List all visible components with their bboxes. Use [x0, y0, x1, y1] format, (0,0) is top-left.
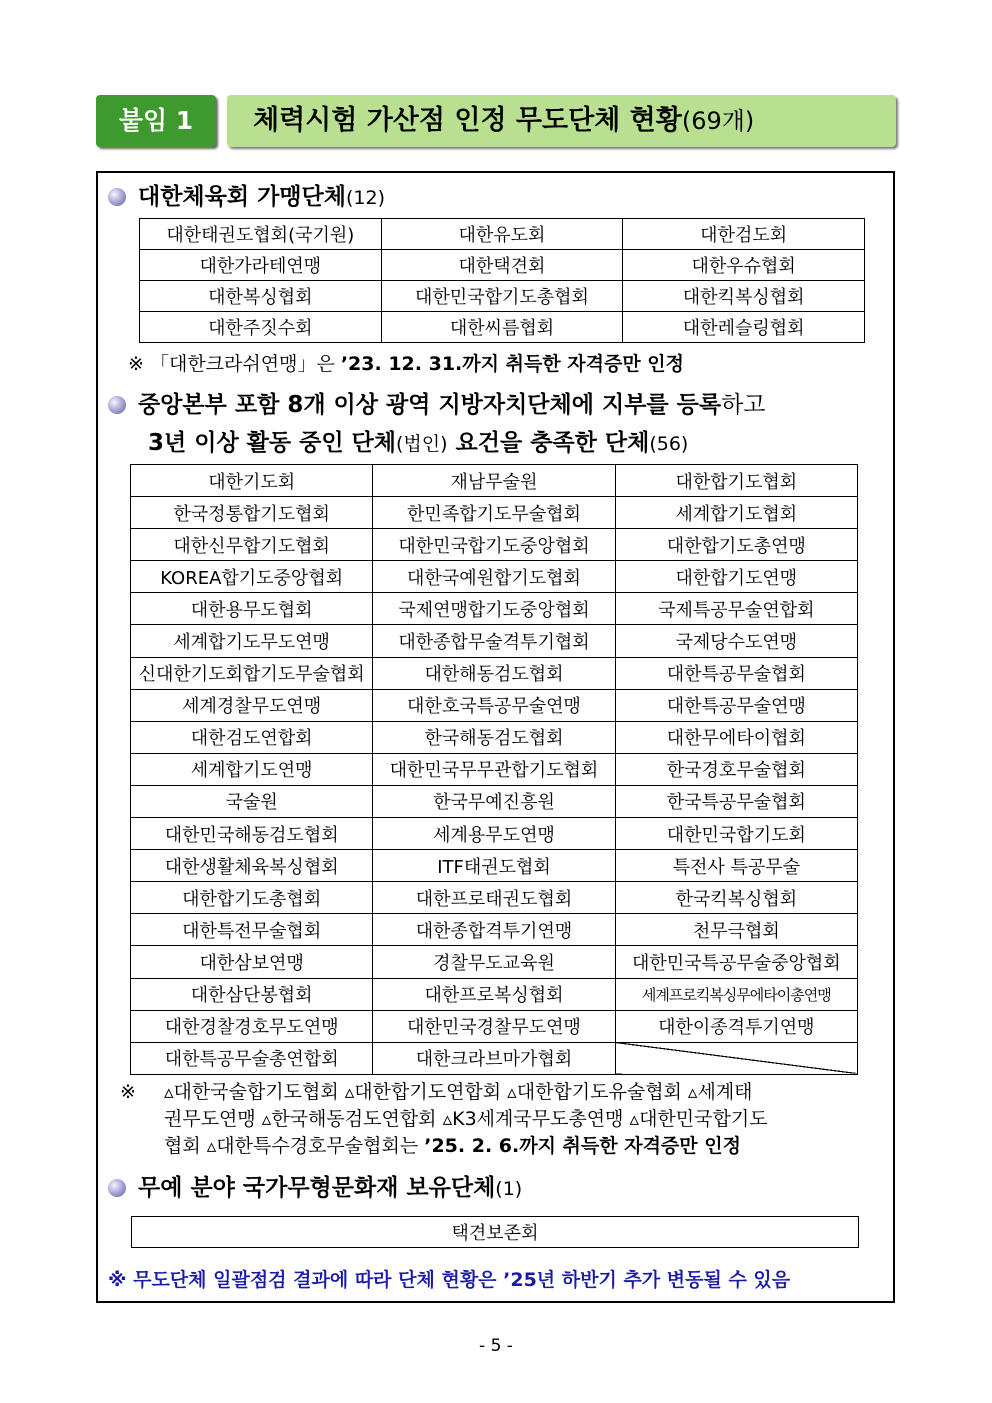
table-cell [615, 1042, 857, 1074]
table-cell: 대한복싱협회 [140, 281, 382, 312]
table-cell: 세계용무도연맹 [373, 818, 615, 850]
table-cell: 대한삼단봉협회 [131, 978, 373, 1010]
table-row [131, 978, 858, 1010]
table-cell: 택견보존회 [132, 1217, 859, 1248]
table-cell: 대한종합격투기연맹 [373, 914, 615, 946]
final-note: ※ 무도단체 일괄점검 결과에 따라 단체 현황은 ’25년 하반기 추가 변동될 수 있음 [108, 1269, 791, 1291]
table-cell: 대한경찰경호무도연맹 [131, 1010, 373, 1042]
table-cell: 경찰무도교육원 [373, 946, 615, 978]
table-cell: 한민족합기도무술협회 [373, 497, 615, 529]
table-cell: 대한합기도총연맹 [615, 529, 857, 561]
bullet-icon [108, 396, 126, 414]
table-cell: 세계합기도협회 [615, 497, 857, 529]
table-cell: 신대한기도회합기도무술협회 [131, 657, 373, 689]
table-cell: 세계프로킥복싱무에타이총연맹 [615, 978, 857, 1010]
table-row [140, 281, 865, 312]
section2-title-bold: 중앙본부 포함 8개 이상 광역 지방자치단체에 지부를 등록 [138, 392, 722, 418]
table-row [131, 657, 858, 689]
table-cell: 한국해동검도협회 [373, 721, 615, 753]
table-cell: 대한신무합기도협회 [131, 529, 373, 561]
table-cell: 한국경호무술협회 [615, 753, 857, 785]
page-number: - 5 - [479, 1336, 513, 1356]
section2-note-line3 [164, 1133, 890, 1160]
table-cell: 대한합기도협회 [615, 465, 857, 497]
table-cell: 대한합기도총협회 [131, 882, 373, 914]
note-mark: ※ [120, 1081, 136, 1103]
table-cell: 대한우슈협회 [623, 250, 865, 281]
section2-heading-line2 [148, 428, 688, 459]
table-cell: 대한킥복싱협회 [623, 281, 865, 312]
table-row [131, 465, 858, 497]
title-text: 체력시험 가산점 인정 무도단체 현황 [253, 105, 682, 136]
section2-title-tail: 하고 [721, 392, 766, 418]
table-cell: 대한크라브마가협회 [373, 1042, 615, 1074]
table-cell: 대한가라테연맹 [140, 250, 382, 281]
section1-heading [108, 182, 385, 213]
table-row [131, 882, 858, 914]
table-cell: 대한주짓수회 [140, 312, 382, 343]
table-row [131, 497, 858, 529]
table-cell: 대한특공무술협회 [615, 657, 857, 689]
table-row [131, 785, 858, 817]
section3-title: 무예 분야 국가무형문화재 보유단체 [138, 1175, 496, 1201]
document-title [227, 95, 896, 147]
table-cell: 대한유도회 [381, 219, 623, 250]
table-row [131, 529, 858, 561]
table-cell: 국술원 [131, 785, 373, 817]
table-cell: 재남무술원 [373, 465, 615, 497]
section3-heading [108, 1173, 522, 1204]
section2-count: (56) [649, 433, 689, 455]
table-cell: 국제특공무술연합회 [615, 593, 857, 625]
section2-title-a: 3년 이상 활동 중인 단체 [148, 430, 396, 456]
table-row [131, 946, 858, 978]
table-cell: 대한종합무술격투기협회 [373, 625, 615, 657]
section3-count: (1) [495, 1178, 523, 1200]
table-cell: 대한검도연합회 [131, 721, 373, 753]
table-cell: 대한국예원합기도협회 [373, 561, 615, 593]
bullet-icon [108, 188, 126, 206]
table-cell: 대한합기도연맹 [615, 561, 857, 593]
table-cell: 대한민국합기도중앙협회 [373, 529, 615, 561]
section2-title-c: 요건을 충족한 단체 [447, 430, 650, 456]
section1-note-prefix: ※ 「대한크라쉬연맹」은 [128, 353, 341, 375]
table-row [131, 625, 858, 657]
attachment-tag: 붙임 1 [96, 95, 216, 147]
section2-note-line1: ▵대한국술합기도협회 ▵대한합기도연합회 ▵대한합기도유술협회 ▵세계태 [164, 1081, 753, 1103]
table-cell: 세계경찰무도연맹 [131, 689, 373, 721]
page-header [96, 95, 896, 147]
table-cell: 대한민국합기도회 [615, 818, 857, 850]
table-cell: 특전사 특공무술 [615, 850, 857, 882]
table-cell: 대한프로복싱협회 [373, 978, 615, 1010]
table-cell: 대한민국해동검도협회 [131, 818, 373, 850]
bullet-icon [108, 1179, 126, 1197]
table-cell: 대한특공무술연맹 [615, 689, 857, 721]
table-cell: 대한민국무무관합기도협회 [373, 753, 615, 785]
title-count: (69개) [681, 107, 755, 135]
table-row [131, 689, 858, 721]
table-cell: 대한호국특공무술연맹 [373, 689, 615, 721]
table-cell: ITF태권도협회 [373, 850, 615, 882]
table-row [131, 818, 858, 850]
table-cell: 한국무예진흥원 [373, 785, 615, 817]
section2-note [120, 1079, 890, 1160]
table-cell: 한국정통합기도협회 [131, 497, 373, 529]
table-cell: 대한특전무술협회 [131, 914, 373, 946]
table-cell: 대한기도회 [131, 465, 373, 497]
table-cell: 대한레슬링협회 [623, 312, 865, 343]
table-cell: 대한특공무술총연합회 [131, 1042, 373, 1074]
table-cell: 세계합기도연맹 [131, 753, 373, 785]
table-cell: 대한생활체육복싱협회 [131, 850, 373, 882]
section1-count: (12) [345, 187, 385, 209]
table-cell: 대한택견회 [381, 250, 623, 281]
table-cell: 천무극협회 [615, 914, 857, 946]
section2-note-line3-bold: ’25. 2. 6.까지 취득한 자격증만 인정 [424, 1135, 741, 1157]
table-cell: 대한민국합기도총협회 [381, 281, 623, 312]
section2-table [130, 464, 858, 1075]
table-cell: KOREA합기도중앙협회 [131, 561, 373, 593]
table-cell: 대한용무도협회 [131, 593, 373, 625]
section2-note-line3-prefix: 협회 ▵대한특수경호무술협회는 [164, 1135, 425, 1157]
table-cell: 국제연맹합기도중앙협회 [373, 593, 615, 625]
section1-title: 대한체육회 가맹단체 [138, 184, 346, 210]
table-cell: 대한민국경찰무도연맹 [373, 1010, 615, 1042]
table-cell: 세계합기도무도연맹 [131, 625, 373, 657]
section2-title-b: (법인) [396, 433, 448, 455]
table-cell: 대한민국특공무술중앙협회 [615, 946, 857, 978]
section2-heading-line1 [108, 390, 766, 420]
section1-table [139, 218, 865, 343]
table-cell: 대한삼보연맹 [131, 946, 373, 978]
table-row [131, 721, 858, 753]
table-cell: 대한무에타이협회 [615, 721, 857, 753]
table-row [140, 312, 865, 343]
section1-note-bold: ’23. 12. 31.까지 취득한 자격증만 인정 [340, 353, 685, 375]
table-cell: 대한검도회 [623, 219, 865, 250]
table-cell: 한국킥복싱협회 [615, 882, 857, 914]
section2-note-line2: 권무도연맹 ▵한국해동검도연합회 ▵K3세계국무도총연맹 ▵대한민국합기도 [164, 1108, 768, 1130]
table-row [131, 850, 858, 882]
section3-table [131, 1216, 859, 1248]
table-cell: 대한이종격투기연맹 [615, 1010, 857, 1042]
table-cell: 대한씨름협회 [381, 312, 623, 343]
table-cell: 대한프로태권도협회 [373, 882, 615, 914]
table-row [131, 914, 858, 946]
section1-note [128, 349, 684, 376]
table-row [131, 753, 858, 785]
table-row [131, 561, 858, 593]
table-cell: 국제당수도연맹 [615, 625, 857, 657]
table-cell: 대한태권도협회(국기원) [140, 219, 382, 250]
table-row [140, 250, 865, 281]
table-row [131, 1042, 858, 1074]
table-row [131, 1010, 858, 1042]
table-cell: 한국특공무술협회 [615, 785, 857, 817]
table-row [140, 219, 865, 250]
table-row [131, 593, 858, 625]
table-cell: 대한해동검도협회 [373, 657, 615, 689]
